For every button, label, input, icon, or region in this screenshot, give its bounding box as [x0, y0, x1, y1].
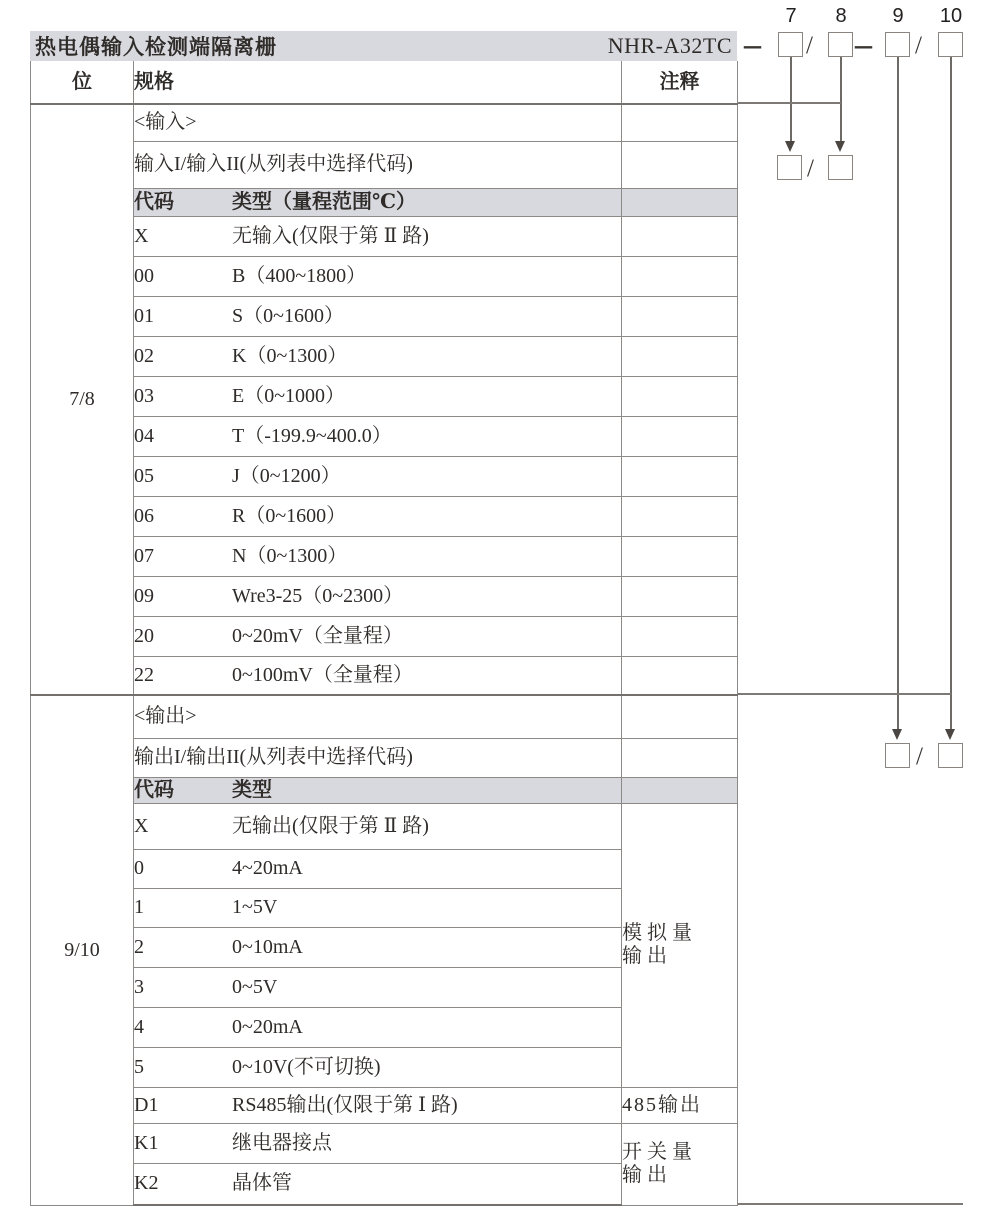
position-cell-output: 9/10 — [31, 695, 134, 1205]
select-hint-cell: 输出I/输出II(从列表中选择代码) — [134, 738, 622, 777]
table-row — [31, 496, 738, 536]
type-cell: R（0~1600） — [232, 504, 347, 527]
type-cell: B（400~1800） — [232, 264, 367, 287]
code-cell: 5 — [134, 1055, 144, 1078]
spec-cell — [134, 656, 622, 695]
note-cell-empty — [622, 336, 738, 376]
type-cell: 无输出(仅限于第 Ⅱ 路) — [232, 814, 429, 837]
col-header-position: 位 — [31, 61, 134, 104]
down-arrow-icon — [835, 141, 845, 152]
code-cell: 02 — [134, 344, 154, 367]
code-box-10 — [938, 32, 963, 57]
connector-line-8 — [840, 57, 842, 142]
note-cell-empty — [622, 416, 738, 456]
note-cell-empty — [622, 188, 738, 216]
note-cell-empty — [622, 656, 738, 695]
type-cell: 0~5V — [232, 975, 278, 998]
table-row — [31, 803, 738, 849]
code-header-cell — [134, 777, 622, 803]
spec-cell — [134, 576, 622, 616]
type-cell: 继电器接点 — [232, 1131, 332, 1154]
type-cell: RS485输出(仅限于第 Ⅰ 路) — [232, 1093, 458, 1116]
code-cell: 06 — [134, 504, 154, 527]
code-header-cell — [134, 188, 622, 216]
dash-separator: – — [744, 26, 761, 63]
type-cell: 无输入(仅限于第 Ⅱ 路) — [232, 224, 429, 247]
type-cell: Wre3-25（0~2300） — [232, 584, 404, 607]
section-intro-cell: <输出> — [134, 695, 622, 738]
code-cell: 20 — [134, 624, 154, 647]
spec-cell — [134, 1087, 622, 1123]
connector-line-7 — [790, 57, 792, 142]
type-cell: N（0~1300） — [232, 544, 348, 567]
note-cell-empty — [622, 616, 738, 656]
note-cell-empty — [622, 216, 738, 256]
spec-cell — [134, 616, 622, 656]
note-line: 输出 — [622, 945, 672, 967]
code-header-label: 代码 — [134, 778, 174, 801]
code-header-label: 代码 — [134, 190, 174, 213]
code-box-7 — [778, 32, 803, 57]
spec-cell — [134, 456, 622, 496]
note-cell-empty — [622, 141, 738, 188]
spec-cell — [134, 256, 622, 296]
output-select-box-2 — [938, 743, 963, 768]
table-row — [31, 416, 738, 456]
table-row — [31, 695, 738, 738]
type-cell: 0~10V(不可切换) — [232, 1055, 381, 1078]
spec-table — [30, 61, 738, 1206]
code-cell: 4 — [134, 1015, 144, 1038]
table-row — [31, 656, 738, 695]
spec-cell — [134, 496, 622, 536]
type-header-label: 类型（量程范围℃） — [232, 190, 416, 213]
code-box-9 — [885, 32, 910, 57]
code-cell: X — [134, 224, 149, 247]
code-cell: D1 — [134, 1093, 159, 1116]
note-line: 开关量 — [622, 1141, 697, 1163]
position-digit-8: 8 — [835, 5, 847, 27]
code-cell: 05 — [134, 464, 154, 487]
title-bar — [30, 31, 737, 61]
connector-line-10 — [950, 57, 952, 730]
note-cell-empty — [622, 576, 738, 616]
spec-cell — [134, 1047, 622, 1087]
code-cell: 0 — [134, 857, 144, 879]
spec-cell — [134, 376, 622, 416]
code-header-row — [31, 777, 738, 803]
down-arrow-icon — [892, 729, 902, 740]
type-cell: 1~5V — [232, 896, 278, 918]
code-cell: 03 — [134, 384, 154, 407]
table-row — [31, 616, 738, 656]
table-row — [31, 738, 738, 777]
type-cell: K（0~1300） — [232, 344, 348, 367]
bottom-border-extension-line — [737, 1203, 963, 1205]
table-row — [31, 1123, 738, 1163]
connector-line-9 — [897, 57, 899, 730]
note-cell-empty — [622, 456, 738, 496]
note-cell-empty — [622, 104, 738, 141]
note-cell-empty — [622, 256, 738, 296]
note-cell-switch-output — [622, 1123, 738, 1205]
note-line: 模拟量 — [622, 922, 697, 944]
select-hint-cell: 输入I/输入II(从列表中选择代码) — [134, 141, 622, 188]
type-cell: J（0~1200） — [232, 464, 341, 487]
spec-cell — [134, 849, 622, 888]
slash-separator: / — [806, 32, 813, 59]
table-row — [31, 104, 738, 141]
table-header-row — [31, 61, 738, 104]
code-cell: K1 — [134, 1131, 159, 1154]
down-arrow-icon — [785, 141, 795, 152]
input-select-box-2 — [828, 155, 853, 180]
type-cell: 0~20mV（全量程） — [232, 624, 403, 647]
spec-cell — [134, 1163, 622, 1205]
note-cell-analog-output — [622, 803, 738, 1087]
spec-cell — [134, 803, 622, 849]
type-cell: 0~20mA — [232, 1015, 303, 1038]
type-cell: 0~100mV（全量程） — [232, 663, 413, 686]
position-cell-input: 7/8 — [31, 104, 134, 695]
table-row — [31, 336, 738, 376]
col-header-spec: 规格 — [134, 61, 622, 104]
note-cell-empty — [622, 738, 738, 777]
type-cell: E（0~1000） — [232, 384, 346, 407]
code-cell: 07 — [134, 544, 154, 567]
code-cell: K2 — [134, 1172, 159, 1195]
section-intro-cell: <输入> — [134, 104, 622, 141]
slash-separator: / — [915, 32, 922, 59]
note-cell-empty — [622, 536, 738, 576]
spec-cell — [134, 216, 622, 256]
table-row — [31, 1087, 738, 1123]
note-cell-empty — [622, 496, 738, 536]
type-cell: S（0~1600） — [232, 304, 344, 327]
code-cell: X — [134, 814, 149, 837]
code-cell: 22 — [134, 663, 154, 686]
table-row — [31, 376, 738, 416]
spec-cell — [134, 1123, 622, 1163]
down-arrow-icon — [945, 729, 955, 740]
note-cell-485-output: 485输出 — [622, 1087, 738, 1123]
spec-cell — [134, 888, 622, 927]
type-cell: 4~20mA — [232, 857, 303, 879]
table-row — [31, 256, 738, 296]
code-cell: 04 — [134, 424, 154, 447]
spec-cell — [134, 1007, 622, 1047]
table-row — [31, 536, 738, 576]
table-row — [31, 296, 738, 336]
code-cell: 01 — [134, 304, 154, 327]
table-row — [31, 216, 738, 256]
type-cell: 晶体管 — [232, 1172, 292, 1195]
code-cell: 2 — [134, 935, 144, 958]
position-digit-10: 10 — [939, 5, 963, 27]
section-divider-extension-line — [737, 693, 951, 695]
header-row-extension-line — [737, 102, 841, 104]
note-cell-empty — [622, 777, 738, 803]
spec-cell — [134, 967, 622, 1007]
page-title: 热电偶输入检测端隔离栅 — [35, 35, 277, 59]
slash-separator: / — [916, 743, 923, 770]
model-code: NHR-A32TC — [607, 33, 732, 58]
type-cell: 0~10mA — [232, 935, 303, 958]
spec-cell — [134, 296, 622, 336]
table-row — [31, 456, 738, 496]
code-cell: 09 — [134, 584, 154, 607]
spec-cell — [134, 416, 622, 456]
col-header-note: 注释 — [622, 61, 738, 104]
table-row — [31, 576, 738, 616]
slash-separator: / — [807, 155, 814, 182]
position-digit-9: 9 — [892, 5, 904, 27]
position-digit-7: 7 — [785, 5, 797, 27]
note-cell-empty — [622, 296, 738, 336]
code-header-row — [31, 188, 738, 216]
note-cell-empty — [622, 376, 738, 416]
code-box-8 — [828, 32, 853, 57]
spec-cell — [134, 536, 622, 576]
type-header-label: 类型 — [232, 778, 272, 801]
code-cell: 1 — [134, 896, 144, 918]
output-select-box-1 — [885, 743, 910, 768]
table-row — [31, 141, 738, 188]
spec-cell — [134, 927, 622, 967]
type-cell: T（-199.9~400.0） — [232, 424, 392, 447]
spec-cell — [134, 336, 622, 376]
note-line: 输出 — [622, 1164, 672, 1186]
dash-separator: – — [855, 26, 872, 63]
note-cell-empty — [622, 695, 738, 738]
code-cell: 3 — [134, 975, 144, 998]
code-cell: 00 — [134, 264, 154, 287]
input-select-box-1 — [777, 155, 802, 180]
